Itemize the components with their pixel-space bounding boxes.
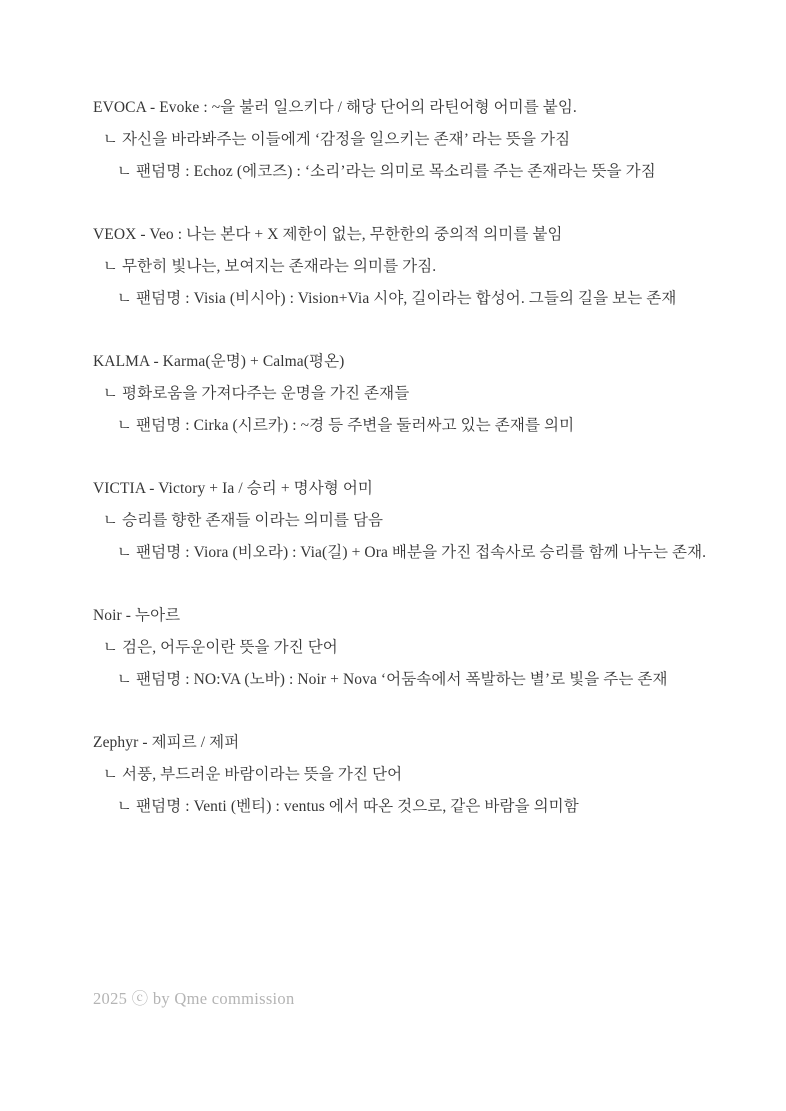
section-fandom-note: ㄴ 팬덤명 : Echoz (에코즈) : ‘소리’라는 의미로 목소리를 주는 존재라는 뜻을 가짐 (117, 163, 656, 180)
section-note: ㄴ 검은, 어두운이란 뜻을 가진 단어 (103, 639, 338, 656)
section-title: VEOX - Veo : 나는 본다 + X 제한이 없는, 무한한의 중의적 의미를 붙임 (93, 226, 563, 243)
section-title: EVOCA - Evoke : ~을 불러 일으키다 / 해당 단어의 라틴어형 어미를 붙임. (93, 99, 577, 116)
section-fandom-note: ㄴ 팬덤명 : Visia (비시아) : Vision+Via 시야, 길이라는 합성어. 그들의 길을 보는 존재 (117, 290, 677, 307)
section-evoca (93, 92, 733, 188)
section-victia (93, 473, 733, 569)
section-note: ㄴ 서풍, 부드러운 바람이라는 뜻을 가진 단어 (103, 766, 403, 783)
section-note: ㄴ 승리를 향한 존재들 이라는 의미를 담음 (103, 512, 384, 529)
section-zephyr (93, 727, 733, 823)
section-title: KALMA - Karma(운명) + Calma(평온) (93, 353, 345, 370)
section-veox (93, 219, 733, 315)
section-fandom-note: ㄴ 팬덤명 : NO:VA (노바) : Noir + Nova ‘어둠속에서 폭발하는 별’로 빛을 주는 존재 (117, 671, 668, 688)
section-fandom-note: ㄴ 팬덤명 : Viora (비오라) : Via(길) + Ora 배분을 가진 접속사로 승리를 함께 나누는 존재. (117, 544, 707, 561)
section-noir (93, 600, 733, 696)
section-fandom-note: ㄴ 팬덤명 : Venti (벤티) : ventus 에서 따온 것으로, 같은 바람을 의미함 (117, 798, 579, 815)
document-body (93, 92, 733, 854)
section-fandom-note: ㄴ 팬덤명 : Cirka (시르카) : ~경 등 주변을 둘러싸고 있는 존재를 의미 (117, 417, 575, 434)
section-note: ㄴ 평화로움을 가져다주는 운명을 가진 존재들 (103, 385, 410, 402)
section-note: ㄴ 자신을 바라봐주는 이들에게 ‘감정을 일으키는 존재’ 라는 뜻을 가짐 (103, 131, 571, 148)
section-kalma (93, 346, 733, 442)
section-title: VICTIA - Victory + Ia / 승리 + 명사형 어미 (93, 480, 373, 497)
copyright-footer: 2025 ⓒ by Qme commission (93, 989, 295, 1008)
section-title: Zephyr - 제피르 / 제퍼 (93, 734, 240, 751)
section-title: Noir - 누아르 (93, 607, 181, 624)
section-note: ㄴ 무한히 빛나는, 보여지는 존재라는 의미를 가짐. (103, 258, 437, 275)
